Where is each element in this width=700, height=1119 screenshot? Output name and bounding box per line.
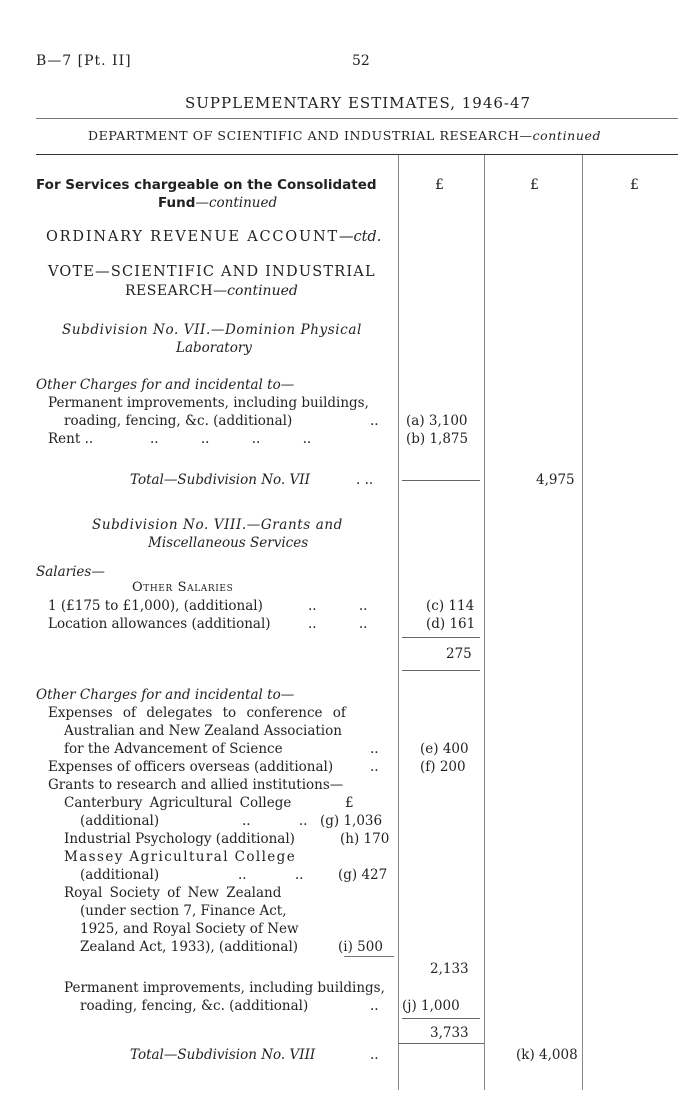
vote-research: RESEARCH	[125, 283, 214, 299]
grant-royal-society-amount: (i) 500	[338, 939, 383, 955]
page-number: 52	[352, 53, 370, 69]
leader-dots: . ..	[356, 472, 374, 488]
sub8-other-charges-heading: Other Charges for and incidental to—	[36, 687, 295, 703]
leader-dots: .. ..	[308, 616, 368, 632]
location-allowances-amount: (d) 161	[426, 616, 476, 632]
sub7-total-rule	[402, 480, 480, 481]
services-heading-continued	[158, 195, 277, 211]
department-name: DEPARTMENT OF SCIENTIFIC AND INDUSTRIAL RESEARCH	[88, 128, 520, 143]
grant-industrial-psychology: Industrial Psychology (additional)	[64, 831, 295, 847]
delegates-expenses-amount: (e) 400	[420, 741, 469, 757]
sub7-other-charges-heading: Other Charges for and incidental to—	[36, 377, 295, 393]
salaries-line-1-amount: (c) 114	[426, 598, 475, 614]
account-name: ORDINARY REVENUE ACCOUNT	[46, 229, 339, 245]
grant-massey-additional: (additional)	[80, 867, 160, 883]
salaries-subtotal: 275	[446, 646, 472, 662]
column-3-currency: £	[630, 177, 639, 193]
department-heading	[88, 128, 601, 143]
leader-dots: ..	[370, 759, 379, 775]
leader-dots: .. ..	[238, 867, 304, 883]
column-2-currency: £	[530, 177, 539, 193]
column-separator-2	[484, 155, 485, 1090]
grants-subtotal: 2,133	[430, 961, 469, 977]
grant-massey: Massey Agricultural College	[64, 849, 297, 865]
vote-heading-continued	[125, 283, 298, 299]
fund-continued: —continued	[195, 195, 278, 211]
account-continued: —ctd.	[338, 229, 382, 245]
sub7-permanent-improvements-continued: roading, fencing, &c. (additional)	[64, 413, 293, 429]
leader-dots: .. ..	[308, 598, 368, 614]
grant-canterbury-amount: (g) 1,036	[320, 813, 383, 829]
grant-royal-society-line-3: 1925, and Royal Society of New	[80, 921, 299, 937]
officers-overseas-expenses: Expenses of officers overseas (additional)	[48, 759, 334, 775]
grants-subtotal-rule	[344, 956, 394, 957]
subdivision-8-heading: Subdivision No. VIII.—Grants and	[92, 517, 343, 533]
other-salaries-heading: Other Salaries	[132, 580, 234, 595]
subdivision-7-heading-continued: Laboratory	[176, 340, 252, 356]
salaries-heading: Salaries—	[36, 564, 105, 580]
sub8-total-rule	[398, 1043, 484, 1044]
sub7-rent-amount: (b) 1,875	[406, 431, 469, 447]
sub7-rent: Rent ..	[48, 431, 94, 447]
sub8-total-amount: (k) 4,008	[516, 1047, 578, 1063]
leader-dots: ..	[370, 413, 379, 429]
sub7-total-amount: 4,975	[536, 472, 575, 488]
officers-overseas-amount: (f) 200	[420, 759, 466, 775]
delegates-expenses-continued-2: for the Advancement of Science	[64, 741, 283, 757]
column-1-currency: £	[435, 177, 444, 193]
grant-royal-society-line-2: (under section 7, Finance Act,	[80, 903, 287, 919]
column-separator-3	[582, 155, 583, 1090]
account-heading	[46, 229, 381, 245]
fund-label: Fund	[158, 195, 196, 211]
sub7-permanent-improvements: Permanent improvements, including buildings,	[48, 395, 369, 411]
sub8-permanent-improvements-continued: roading, fencing, &c. (additional)	[80, 998, 309, 1014]
salaries-subtotal-bottom-rule	[402, 670, 480, 671]
sub7-permanent-improvements-amount: (a) 3,100	[406, 413, 468, 429]
sub8-permanent-improvements: Permanent improvements, including buildings,	[64, 980, 385, 996]
vote-continued: —continued	[213, 283, 298, 299]
charges-subtotal-rule	[402, 1018, 480, 1019]
department-continued: —continued	[519, 128, 602, 143]
leader-dots: ..	[370, 998, 379, 1014]
column-separator-1	[398, 155, 399, 1090]
header-rule	[36, 118, 678, 119]
services-heading: For Services chargeable on the Consolidated	[36, 177, 377, 193]
leader-dots: ..	[370, 1047, 379, 1063]
delegates-expenses-continued: Australian and New Zealand Association	[64, 723, 342, 739]
location-allowances: Location allowances (additional)	[48, 616, 271, 632]
grant-canterbury: Canterbury Agricultural College	[64, 795, 292, 811]
grant-canterbury-additional: (additional)	[80, 813, 160, 829]
leader-dots: .. ..	[242, 813, 308, 829]
subdivision-8-heading-continued: Miscellaneous Services	[148, 535, 309, 551]
grant-royal-society-line-4: Zealand Act, 1933), (additional)	[80, 939, 299, 955]
vote-heading: VOTE—SCIENTIFIC AND INDUSTRIAL	[48, 264, 376, 280]
page-title: SUPPLEMENTARY ESTIMATES, 1946-47	[185, 94, 532, 112]
salaries-line-1: 1 (£175 to £1,000), (additional)	[48, 598, 263, 614]
sub8-permanent-improvements-amount: (j) 1,000	[402, 998, 460, 1014]
page-reference: B—7 [Pt. II]	[36, 53, 132, 69]
subdivision-7-heading: Subdivision No. VII.—Dominion Physical	[62, 322, 362, 338]
leader-dots: ..	[370, 741, 379, 757]
grant-pound-sign: £	[345, 795, 354, 811]
sub7-total-label: Total—Subdivision No. VII	[130, 472, 310, 488]
salaries-subtotal-rule	[402, 637, 480, 638]
grant-massey-amount: (g) 427	[338, 867, 388, 883]
sub8-total-label: Total—Subdivision No. VIII	[130, 1047, 316, 1063]
grant-industrial-psychology-amount: (h) 170	[340, 831, 390, 847]
delegates-expenses: Expenses of delegates to conference of	[48, 705, 346, 721]
grant-royal-society: Royal Society of New Zealand	[64, 885, 282, 901]
charges-subtotal: 3,733	[430, 1025, 469, 1041]
grants-heading: Grants to research and allied institutions—	[48, 777, 344, 793]
leader-dots: .. .. .. ..	[150, 431, 312, 447]
